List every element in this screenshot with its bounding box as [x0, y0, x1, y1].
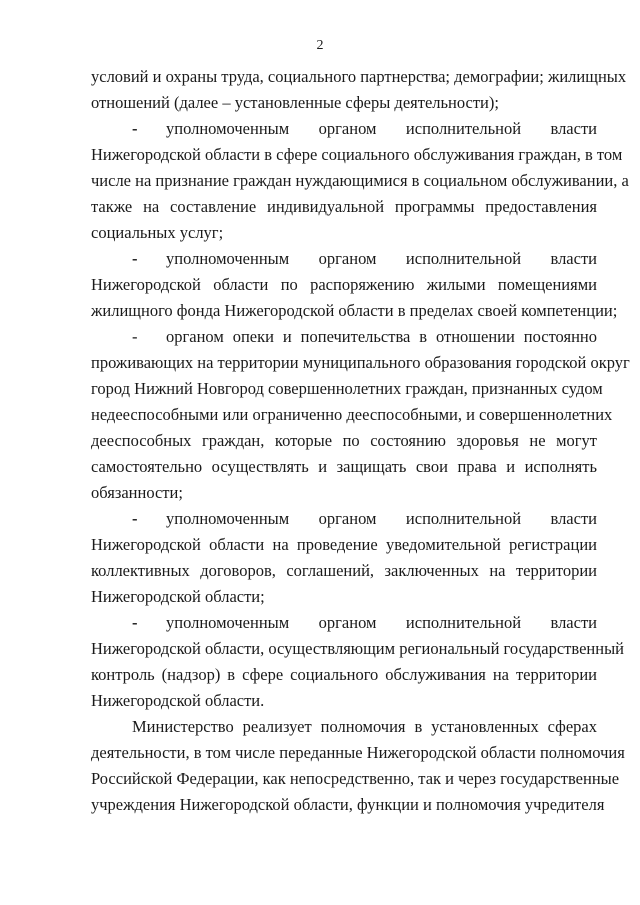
- bullet-line: [132, 506, 597, 532]
- text-line: числе на признание граждан нуждающимися в социальном обслуживании, а: [91, 171, 629, 190]
- text-line: органом опеки и попечительства в отношении постоянно: [166, 327, 597, 346]
- bullet-dash: -: [132, 119, 138, 138]
- text-line: Нижегородской области.: [91, 691, 265, 710]
- text-line: Нижегородской области, осуществляющим региональный государственный: [91, 639, 624, 658]
- text-line: коллективных договоров, соглашений, заключенных на территории: [91, 561, 597, 580]
- bullet-line: [132, 324, 597, 350]
- text-line: недееспособными или ограниченно дееспособными, и совершеннолетних: [91, 405, 613, 424]
- text-line: дееспособных граждан, которые по состоянию здоровья не могут: [91, 431, 597, 450]
- text-line: город Нижний Новгород совершеннолетних граждан, признанных судом: [91, 379, 603, 398]
- text-line: социальных услуг;: [91, 223, 224, 242]
- text-line: также на составление индивидуальной программы предоставления: [91, 197, 597, 216]
- text-line: деятельности, в том числе переданные Нижегородской области полномочия: [91, 743, 625, 762]
- text-line: Российской Федерации, как непосредственно, так и через государственные: [91, 769, 620, 788]
- text-line: самостоятельно осуществлять и защищать свои права и исполнять: [91, 457, 597, 476]
- text-line: Нижегородской области по распоряжению жилыми помещениями: [91, 275, 597, 294]
- page-number: 2: [316, 38, 324, 53]
- bullet-line: [132, 246, 597, 272]
- text-line: контроль (надзор) в сфере социального обслуживания на территории: [91, 665, 597, 684]
- text-line: уполномоченным органом исполнительной власти: [166, 119, 597, 138]
- text-line: Министерство реализует полномочия в установленных сферах: [132, 717, 597, 736]
- text-line: обязанности;: [91, 483, 183, 502]
- text-line: уполномоченным органом исполнительной власти: [166, 249, 597, 268]
- bullet-line: [132, 610, 597, 636]
- bullet-dash: -: [132, 509, 138, 528]
- text-line: Нижегородской области;: [91, 587, 265, 606]
- text-line: Нижегородской области на проведение уведомительной регистрации: [91, 535, 597, 554]
- bullet-dash: -: [132, 327, 138, 346]
- bullet-dash: -: [132, 249, 138, 268]
- text-line: уполномоченным органом исполнительной власти: [166, 613, 597, 632]
- text-line: Нижегородской области в сфере социального обслуживания граждан, в том: [91, 145, 623, 164]
- text-line: отношений (далее – установленные сферы деятельности);: [91, 93, 499, 112]
- text-line: проживающих на территории муниципального образования городской округ: [91, 353, 630, 372]
- text-line: жилищного фонда Нижегородской области в пределах своей компетенции;: [91, 301, 618, 320]
- text-line: учреждения Нижегородской области, функции и полномочия учредителя: [91, 795, 605, 814]
- bullet-dash: -: [132, 613, 138, 632]
- text-line: условий и охраны труда, социального партнерства; демографии; жилищных: [91, 67, 627, 86]
- bullet-line: [132, 116, 597, 142]
- text-line: уполномоченным органом исполнительной власти: [166, 509, 597, 528]
